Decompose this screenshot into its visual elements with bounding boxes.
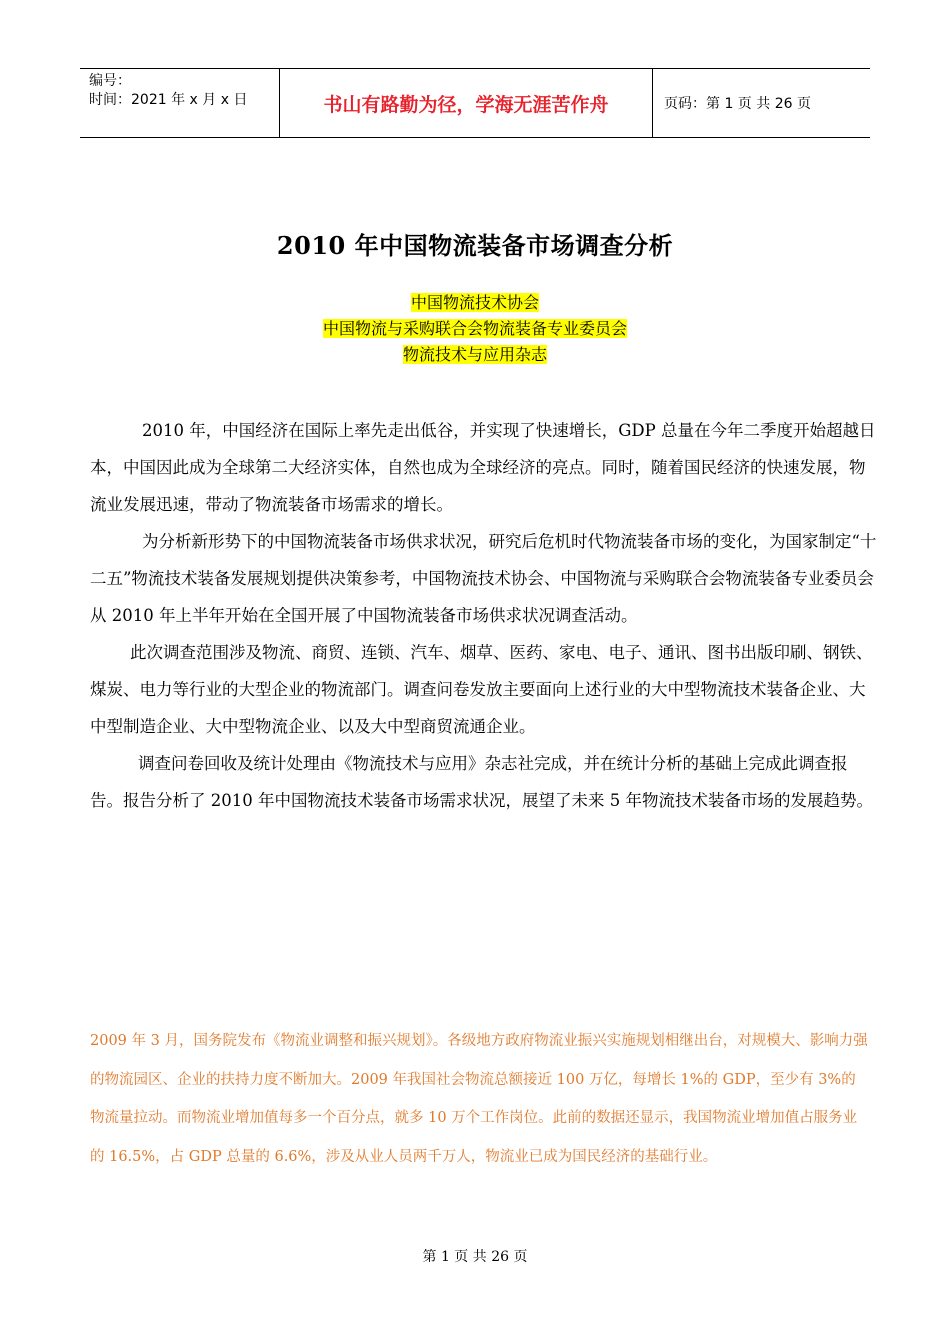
organization-name: 中国物流与采购联合会物流装备专业委员会 <box>322 319 627 338</box>
header-motto-cell <box>280 69 653 137</box>
body-paragraph: 2010 年，中国经济在国际上率先走出低谷，并实现了快速增长，GDP 总量在今年二季度开始超越日本，中国因此成为全球第二大经济实体，自然也成为全球经济的亮点。同时，随着国民经济的快速发展，物流业发展迅速，带动了物流装备市场需求的增长。 <box>90 421 876 514</box>
body-paragraph: 此次调查范围涉及物流、商贸、连锁、汽车、烟草、医药、家电、电子、通讯、图书出版印刷、钢铁、煤炭、电力等行业的大型企业的物流部门。调查问卷发放主要面向上述行业的大中型物流技术装备企业、大中型制造企业、大中型物流企业、以及大中型商贸流通企业。 <box>90 643 873 736</box>
header-page-info: 页码：第 1 页 共 26 页 <box>664 96 811 112</box>
page-header-table <box>80 68 870 138</box>
body-paragraph: 为分析新形势下的中国物流装备市场供求状况，研究后危机时代物流装备市场的变化，为国家制定“十二五”物流技术装备发展规划提供决策参考，中国物流技术协会、中国物流与采购联合会物流装备专业委员会从 2010 年上半年开始在全国开展了中国物流装备市场供求状况调查活动。 <box>90 532 877 625</box>
header-meta-cell <box>80 69 280 137</box>
header-motto: 书山有路勤为径，学海无涯苦作舟 <box>323 93 609 116</box>
document-body <box>90 412 880 819</box>
page-footer: 第 1 页 共 26 页 <box>422 1249 528 1265</box>
document-time-label: 时间：2021 年 x 月 x 日 <box>89 92 248 108</box>
organization-name: 中国物流技术协会 <box>410 293 539 312</box>
header-page-cell <box>653 69 870 137</box>
document-number-label: 编号： <box>89 73 131 89</box>
body-paragraph: 调查问卷回收及统计处理由《物流技术与应用》杂志社完成，并在统计分析的基础上完成此调查报告。报告分析了 2010 年中国物流技术装备市场需求状况，展望了未来 5 年物流技术装备市场的发展趋势。 <box>90 754 873 810</box>
organization-list <box>0 290 950 368</box>
organization-name: 物流技术与应用杂志 <box>402 345 547 364</box>
highlighted-note: 2009 年 3 月，国务院发布《物流业调整和振兴规划》。各级地方政府物流业振兴实施规划相继出台，对规模大、影响力强的物流园区、企业的扶持力度不断加大。2009 年我国社会物流总额接近 100 万亿，每增长 1%的 GDP，至少有 3%的物流量拉动。而物流业增加值每多一个百分点，就多 10 万个工作岗位。此前的数据还显示，我国物流业增加值占服务业的 16.5%，占 GDP 总量的 6.6%，涉及从业人员两千万人，物流业已成为国民经济的基础行业。 <box>90 1033 868 1165</box>
document-title: 2010 年中国物流装备市场调查分析 <box>276 231 674 260</box>
